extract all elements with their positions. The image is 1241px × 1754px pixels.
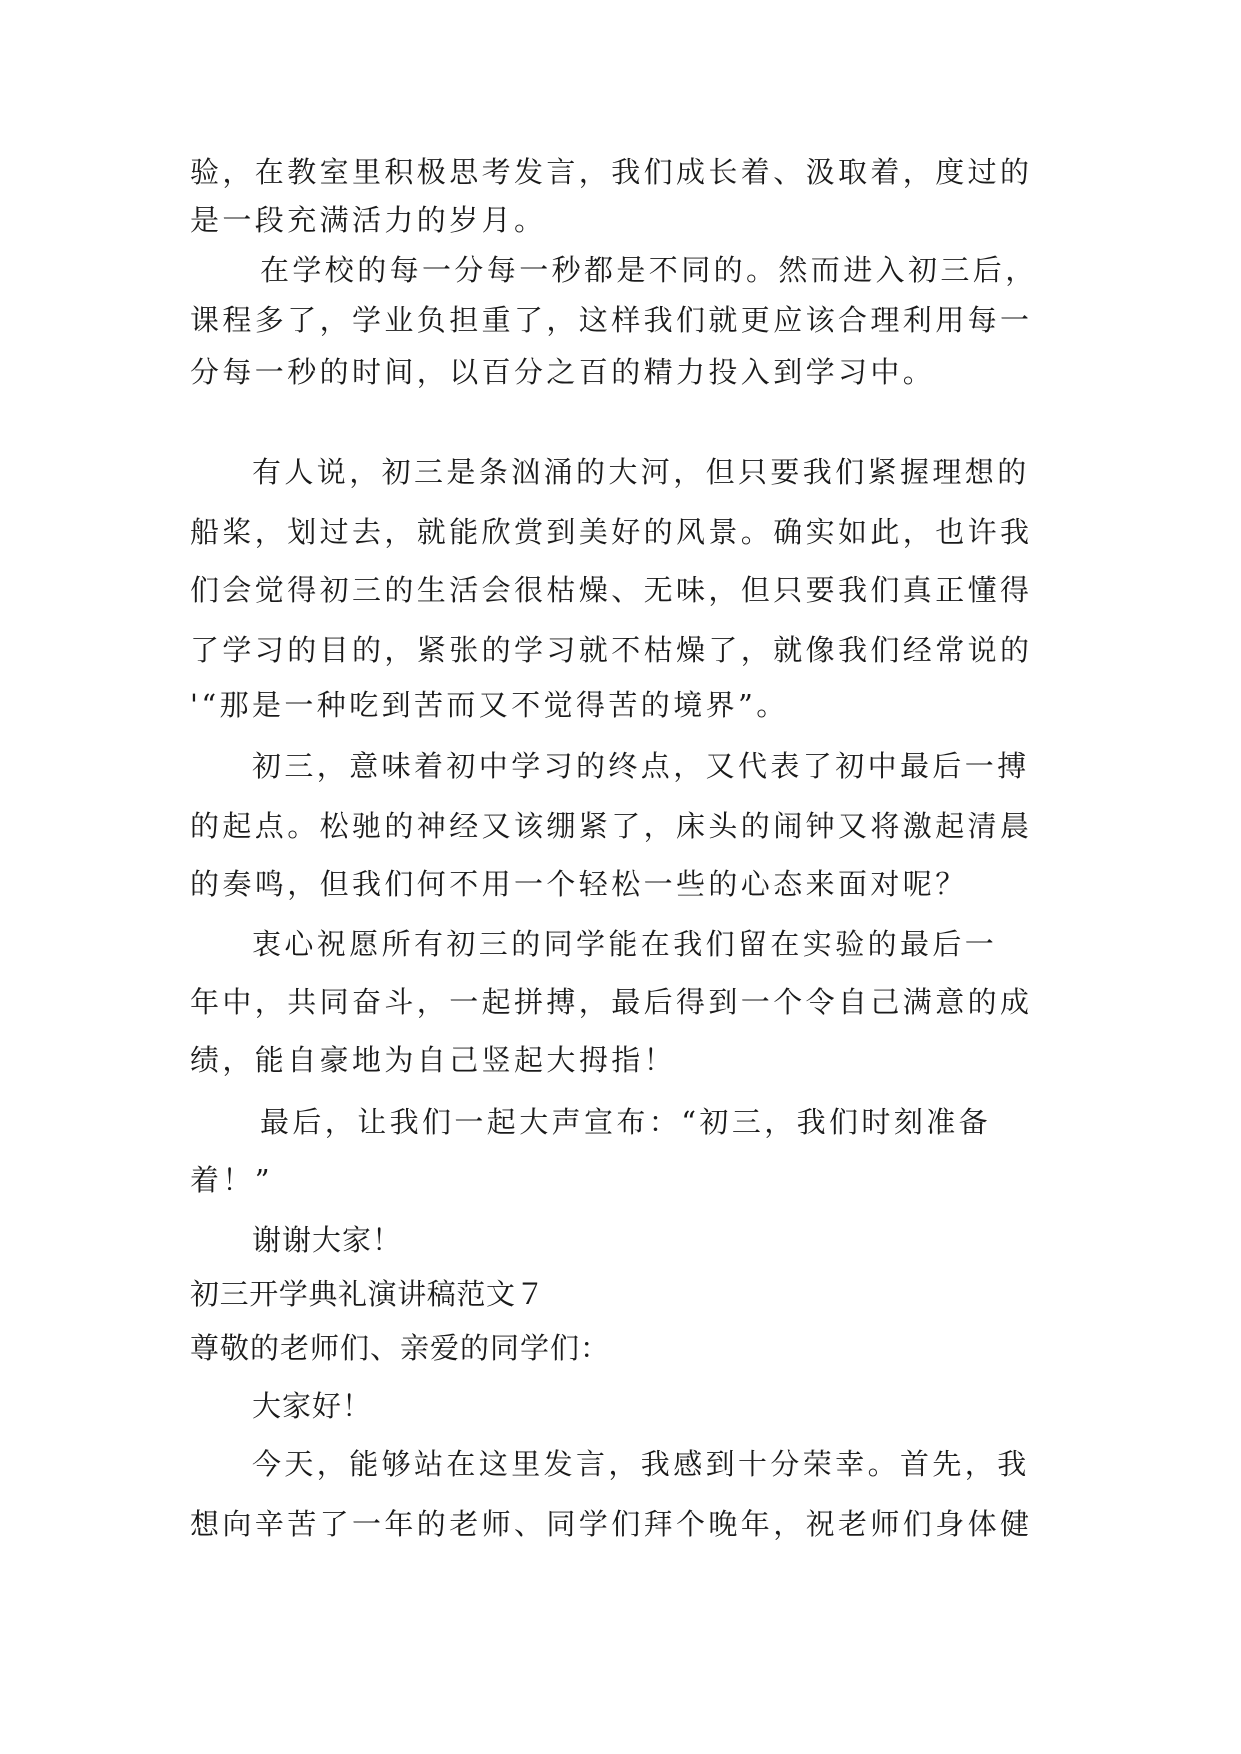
salutation: 尊敬的老师们、亲爱的同学们： bbox=[190, 1331, 611, 1365]
text-line: 是一段充满活力的岁月。 bbox=[190, 203, 547, 237]
text-line: 的起点。松驰的神经又该绷紧了，床头的闹钟又将激起清晨 bbox=[190, 809, 1033, 843]
text-line: 衷心祝愿所有初三的同学能在我们留在实验的最后一 bbox=[252, 927, 998, 961]
text-line: 绩，能自豪地为自己竖起大拇指！ bbox=[190, 1043, 677, 1077]
greeting: 大家好！ bbox=[252, 1389, 373, 1423]
text-line: 想向辛苦了一年的老师、同学们拜个晚年，祝老师们身体健 bbox=[190, 1507, 1033, 1541]
section-heading: 初三开学典礼演讲稿范文７ bbox=[190, 1277, 546, 1311]
text-line: 们会觉得初三的生活会很枯燥、无味，但只要我们真正懂得 bbox=[190, 573, 1033, 607]
text-line: 船桨，划过去，就能欣赏到美好的风景。确实如此，也许我 bbox=[190, 515, 1033, 549]
text-line: 最后，让我们一起大声宣布：“初三，我们时刻准备 bbox=[260, 1105, 992, 1139]
text-line: 初三，意味着初中学习的终点，又代表了初中最后一搏 bbox=[252, 749, 1030, 783]
text-line: 课程多了，学业负担重了，这样我们就更应该合理利用每一 bbox=[190, 303, 1033, 337]
text-line: 今天，能够站在这里发言，我感到十分荣幸。首先，我 bbox=[252, 1447, 1030, 1481]
text-line: 验，在教室里积极思考发言，我们成长着、汲取着，度过的 bbox=[190, 155, 1033, 189]
text-line: 年中，共同奋斗，一起拼搏，最后得到一个令自己满意的成 bbox=[190, 985, 1033, 1019]
text-line: 谢谢大家！ bbox=[252, 1223, 403, 1257]
text-line: 分每一秒的时间，以百分之百的精力投入到学习中。 bbox=[190, 355, 936, 389]
text-line: 着！” bbox=[190, 1163, 274, 1197]
text-line: 在学校的每一分每一秒都是不同的。然而进入初三后， bbox=[260, 253, 1038, 287]
text-line: 的奏鸣，但我们何不用一个轻松一些的心态来面对呢？ bbox=[190, 867, 968, 901]
text-line: '“那是一种吃到苦而又不觉得苦的境界”。 bbox=[190, 688, 789, 722]
text-line: 了学习的目的，紧张的学习就不枯燥了，就像我们经常说的 bbox=[190, 633, 1033, 667]
text-line: 有人说，初三是条汹涌的大河，但只要我们紧握理想的 bbox=[252, 455, 1030, 489]
